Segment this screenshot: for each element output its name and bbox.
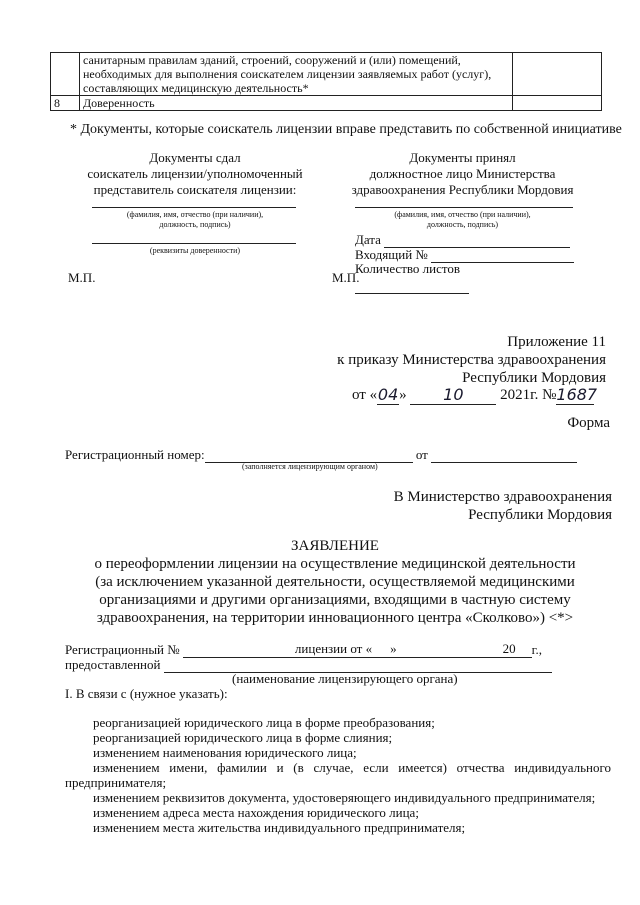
order-date-quote: » bbox=[399, 387, 407, 403]
table-row bbox=[51, 96, 602, 111]
left-signature-title bbox=[70, 150, 320, 198]
table-cell-mark bbox=[513, 53, 602, 96]
documents-table bbox=[50, 52, 602, 111]
registration-from-label: от bbox=[415, 447, 428, 462]
caption-line: должность, подпись) bbox=[426, 220, 499, 229]
left-title-line: соискатель лицензии/уполномоченный bbox=[87, 166, 303, 181]
statement-title: ЗАЯВЛЕНИЕ bbox=[291, 538, 379, 554]
order-date-row bbox=[352, 385, 614, 405]
footnote: * Документы, которые соискатель лицензии вправе представить по собственной инициативе bbox=[70, 122, 622, 137]
registration-caption: (заполняется лицензирующим органом) bbox=[242, 462, 378, 471]
reason-option[interactable]: изменением наименования юридического лица; bbox=[93, 745, 357, 760]
reason-option[interactable]: реорганизацией юридического лица в форме слияния; bbox=[93, 730, 393, 745]
left-title-line: представитель соискателя лицензии: bbox=[93, 182, 297, 197]
statement-line: здравоохранения, на территории инновационного центра «Сколково») <*> bbox=[96, 610, 574, 626]
licensing-authority-caption: (наименование лицензирующего органа) bbox=[232, 671, 458, 686]
left-signature-caption bbox=[70, 210, 320, 230]
right-title-line: должностное лицо Министерства bbox=[369, 166, 556, 181]
reason-option[interactable]: изменением адреса места нахождения юридического лица; bbox=[93, 805, 419, 820]
row-text: Доверенность bbox=[83, 96, 155, 110]
left-stamp-place: М.П. bbox=[68, 270, 96, 285]
form-label: Форма bbox=[567, 415, 610, 431]
statement-line: (за исключением указанной деятельности, осуществляемой медицинскими bbox=[95, 574, 575, 590]
right-signature-title bbox=[345, 150, 580, 198]
table-cell-text bbox=[80, 53, 513, 96]
caption-line: (фамилия, имя, отчество (при наличии), bbox=[394, 210, 531, 219]
table-cell-text bbox=[80, 96, 513, 111]
registration-date-field[interactable] bbox=[431, 446, 577, 463]
sheets-count-field[interactable] bbox=[355, 277, 469, 294]
reason-option[interactable]: изменением реквизитов документа, удостоверяющего индивидуального предпринимателя; bbox=[93, 790, 596, 805]
table-cell-num bbox=[51, 96, 80, 111]
caption-line: (фамилия, имя, отчество (при наличии), bbox=[126, 210, 264, 219]
right-stamp-place: М.П. bbox=[332, 270, 360, 285]
right-signature-line bbox=[355, 207, 573, 208]
registration-label: Регистрационный номер: bbox=[65, 447, 205, 462]
registration-row bbox=[65, 446, 605, 463]
appendix-line: к приказу Министерства здравоохранения bbox=[337, 352, 606, 368]
order-year-number-label: 2021г. № bbox=[500, 387, 557, 403]
caption-line: должность, подпись) bbox=[159, 220, 231, 229]
appendix-line: Приложение 11 bbox=[507, 334, 606, 350]
row-number: 8 bbox=[54, 96, 60, 110]
table-row bbox=[51, 53, 602, 96]
provided-label: предоставленной bbox=[65, 657, 161, 672]
license-from-label: лицензии от « bbox=[294, 641, 373, 656]
sheets-label: Количество листов bbox=[355, 261, 461, 276]
reason-option-continuation: предпринимателя; bbox=[65, 775, 167, 790]
reason-option[interactable]: изменением места жительства индивидуального предпринимателя; bbox=[93, 820, 466, 835]
right-title-line: здравоохранения Республики Мордовия bbox=[351, 182, 574, 197]
order-month: 10 bbox=[410, 385, 496, 405]
license-reg-label: Регистрационный № bbox=[65, 642, 180, 657]
right-signature-caption bbox=[345, 210, 580, 230]
table-cell-num bbox=[51, 53, 80, 96]
table-cell-mark bbox=[513, 96, 602, 111]
order-number: 1687 bbox=[556, 385, 598, 404]
incoming-label: Входящий № bbox=[355, 247, 428, 262]
appendix-line: Республики Мордовия bbox=[462, 370, 606, 386]
order-day: 04 bbox=[377, 385, 399, 404]
registration-number-field[interactable] bbox=[205, 446, 413, 463]
reason-option[interactable]: изменением имени, фамилии и (в случае, если имеется) отчества индивидуального bbox=[93, 760, 611, 775]
reason-option[interactable]: реорганизацией юридического лица в форме преобразования; bbox=[93, 715, 435, 730]
license-year-suffix: г., bbox=[531, 642, 542, 657]
sheets-row bbox=[355, 261, 575, 294]
statement-line: организациями и другими организациями, входящими в частную систему bbox=[99, 592, 571, 608]
table-row-text: санитарным правилам зданий, строений, сооружений и (или) помещений, необходимых для выполнения соискателем лицензии заявляемых работ (услуг), составляющих медицинскую деятельность* bbox=[83, 53, 492, 95]
license-quote: » bbox=[390, 641, 397, 656]
power-of-attorney-line bbox=[92, 243, 296, 244]
addressee-line: Республики Мордовия bbox=[468, 507, 612, 523]
left-title-line: Документы сдал bbox=[149, 150, 241, 165]
order-date-prefix: от « bbox=[352, 387, 378, 403]
statement-line: о переоформлении лицензии на осуществление медицинской деятельности bbox=[94, 556, 576, 572]
date-label: Дата bbox=[355, 232, 381, 247]
left-signature-line bbox=[92, 207, 296, 208]
license-year-label: 20 bbox=[502, 641, 516, 656]
right-title-line: Документы принял bbox=[409, 150, 516, 165]
addressee-line: В Министерство здравоохранения bbox=[393, 489, 612, 505]
section1-heading: I. В связи с (нужное указать): bbox=[65, 686, 228, 701]
power-of-attorney-caption: (реквизиты доверенности) bbox=[149, 246, 241, 255]
